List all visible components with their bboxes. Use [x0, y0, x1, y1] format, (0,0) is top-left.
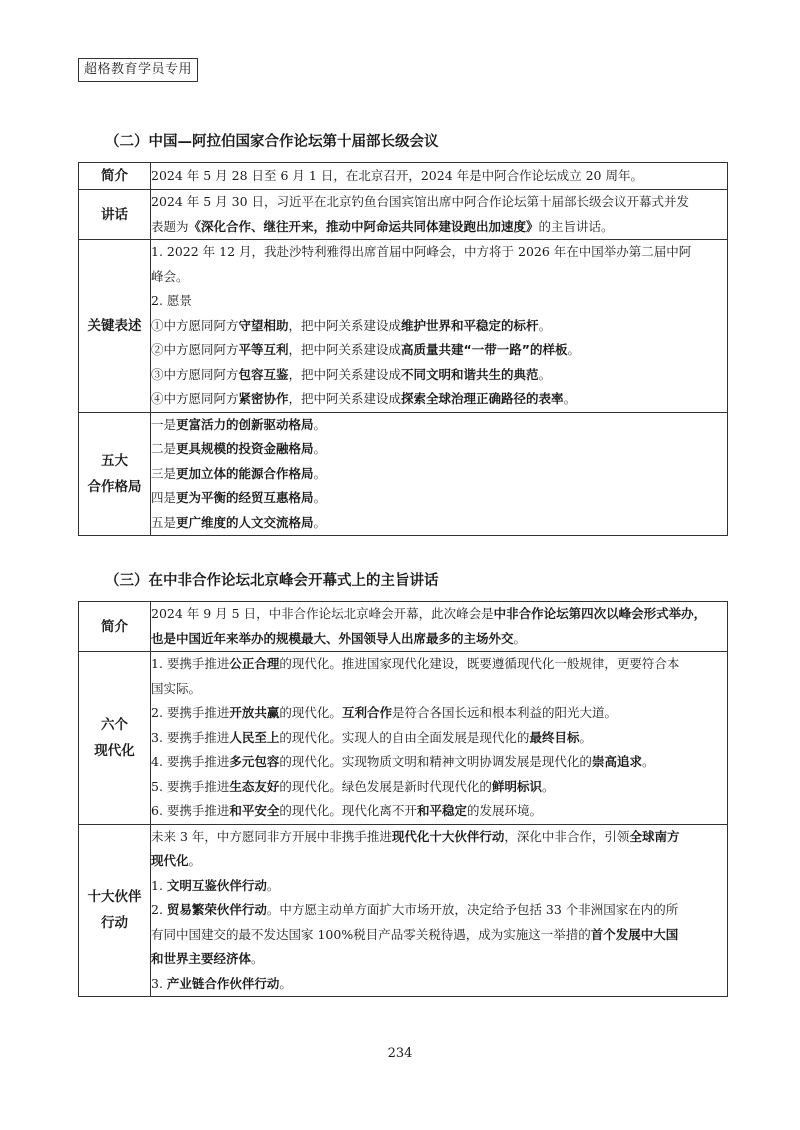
emphasis-text: 守望相助 [238, 317, 289, 333]
emphasis-text: 开放共赢 [229, 705, 280, 720]
body-text: ，把中阿关系建设成 [288, 366, 402, 382]
body-text: ，把中阿关系建设成 [288, 317, 402, 333]
emphasis-text: 不同文明和谐共生的典范 [401, 366, 539, 382]
content-line [151, 750, 727, 775]
body-text: 。 [313, 514, 327, 530]
content-line [151, 289, 727, 314]
body-text: 的主旨讲话。 [538, 218, 614, 234]
content-line [151, 462, 727, 487]
content-line [151, 677, 727, 702]
row-content [151, 240, 728, 413]
content-line [151, 265, 727, 290]
row-label [79, 824, 151, 997]
body-text: 5. 要携手推进 [151, 778, 230, 794]
content-line [151, 775, 727, 800]
body-text: 2. 愿景 [151, 293, 192, 308]
emphasis-text: 人民至上 [229, 729, 280, 745]
body-text: 。 [567, 342, 580, 357]
emphasis-text: 紧密协作 [238, 391, 289, 406]
body-text: 有同中国建交的最不发达国家 100%税目产品零关税待遇，成为实施这一举措的 [151, 926, 591, 942]
body-text: 。 [313, 416, 327, 432]
body-text: 的现代化。现代化离不开 [279, 803, 417, 818]
emphasis-text: 包容互鉴 [238, 366, 289, 382]
content-line [151, 898, 727, 923]
emphasis-text: 最终目标 [529, 729, 580, 745]
body-text: 的发展环境。 [466, 803, 542, 818]
content-line [151, 511, 727, 536]
row-label [79, 412, 151, 536]
body-text: 的现代化。推进国家现代化建设，既要遵循现代化一般规律，更要符合本 [279, 656, 680, 671]
table-row [79, 652, 728, 825]
body-text: 是符合各国长远和根本利益的阳光大道。 [391, 705, 617, 720]
body-text: 二是 [151, 441, 177, 456]
body-text: 2024 年 9 月 5 日，中非合作论坛北京峰会开幕，此次峰会是 [151, 606, 494, 621]
row-content [151, 190, 728, 240]
body-text: 。 [538, 317, 552, 333]
body-text: 。 [538, 366, 552, 382]
content-line [151, 387, 727, 412]
content-line [151, 215, 727, 240]
emphasis-text: 《深化合作、继往开来，推动中阿命运共同体建设跑出加速度》 [188, 218, 539, 234]
emphasis-text: 平等互利 [238, 342, 289, 357]
content-line [151, 190, 727, 215]
body-text: 未来 3 年，中方愿同非方开展中非携手推进 [151, 828, 392, 844]
content-line [151, 486, 727, 511]
table-row [79, 824, 728, 997]
emphasis-text: 产业链合作伙伴行动 [166, 975, 280, 991]
body-text: 国实际。 [151, 680, 202, 696]
body-text: 表题为 [151, 218, 189, 234]
body-text: 2. 要携手推进 [151, 705, 230, 720]
row-label-line: 简介 [101, 618, 128, 635]
body-text: 4. 要携手推进 [151, 754, 230, 769]
body-text: ，深化中非合作，引领 [504, 828, 630, 844]
body-text: 的现代化。 [279, 705, 342, 720]
body-text: ，把中阿关系建设成 [288, 342, 402, 357]
row-label-line: 关键表述 [87, 317, 142, 334]
content-line [151, 338, 727, 363]
emphasis-text: 更富活力的创新驱动格局 [176, 416, 314, 432]
body-text: ③中方愿同阿方 [151, 366, 239, 382]
table-row [79, 163, 728, 190]
body-text: 。 [279, 975, 292, 991]
body-text: 。 [563, 391, 577, 406]
emphasis-text: 中非合作论坛第四次以峰会形式举办， [493, 606, 707, 621]
emphasis-text: 和世界主要经济体 [151, 951, 252, 966]
content-line [151, 437, 727, 462]
emphasis-text: 崇高追求 [591, 754, 642, 769]
emphasis-text: 互利合作 [341, 705, 392, 720]
row-label [79, 652, 151, 825]
row-label-line: 六个 [101, 716, 128, 733]
row-label [79, 602, 151, 652]
body-text: 。 [251, 951, 264, 966]
emphasis-text: 更为平衡的经贸互惠格局 [176, 490, 314, 505]
emphasis-text: 首个发展中大国 [590, 926, 679, 942]
body-text: 。 [313, 490, 327, 505]
content-line [151, 849, 727, 874]
content-line [151, 701, 727, 726]
emphasis-text: 全球南方 [629, 828, 680, 844]
table-row [79, 412, 728, 536]
body-text: 五是 [151, 514, 177, 530]
content-line [151, 314, 727, 339]
emphasis-text: 探索全球治理正确路径的表率 [401, 391, 564, 406]
body-text: 。 [313, 465, 327, 481]
row-content [151, 652, 728, 825]
content-line [151, 947, 727, 972]
body-text: 。 [313, 441, 327, 456]
row-label-line: 五大 [101, 452, 128, 469]
emphasis-text: 高质量共建“一带一路”的样板 [401, 342, 568, 357]
table-row [79, 240, 728, 413]
content-line [151, 164, 727, 189]
row-label-line: 合作格局 [87, 478, 142, 495]
row-label-line: 现代化 [94, 742, 135, 759]
body-text: 。 [188, 853, 202, 868]
body-text: ，把中阿关系建设成 [288, 391, 402, 406]
emphasis-text: 多元包容 [229, 754, 280, 769]
body-text: 。 [541, 778, 555, 794]
content-line [151, 627, 727, 652]
emphasis-text: 公正合理 [229, 656, 280, 671]
content-line [151, 363, 727, 388]
content-line [151, 923, 727, 948]
content-line [151, 874, 727, 899]
content-line [151, 652, 727, 677]
body-text: 峰会。 [151, 268, 189, 284]
emphasis-text: 现代化 [151, 853, 189, 868]
row-label [79, 240, 151, 413]
emphasis-text: 更加立体的能源合作格局 [176, 465, 314, 481]
body-text: 1. [151, 877, 167, 893]
body-text: 。 [266, 877, 280, 893]
emphasis-text: 更具规模的投资金融格局 [176, 441, 314, 456]
body-text: 3. [151, 975, 167, 991]
body-text: 1. 2022 年 12 月，我赴沙特利雅得出席首届中阿峰会，中方将于 2026 年在中国举办第二届中阿 [151, 244, 692, 259]
content-line [151, 799, 727, 824]
content-line [151, 726, 727, 751]
section-title-china-arab-forum: （二）中国—阿拉伯国家合作论坛第十届部长级会议 [105, 133, 439, 150]
content-line [151, 413, 727, 438]
body-text: ②中方愿同阿方 [151, 342, 239, 357]
body-text: 的现代化。绿色发展是新时代现代化的 [279, 778, 492, 794]
body-text: 1. 要携手推进 [151, 656, 230, 671]
watermark-tag: 超格教育学员专用 [78, 58, 198, 82]
row-label [79, 163, 151, 190]
content-line [151, 602, 727, 627]
body-text: 2. [151, 902, 167, 917]
emphasis-text: 更广维度的人文交流格局 [176, 514, 314, 530]
china-arab-forum-table [78, 162, 728, 536]
body-text: 。 [513, 630, 527, 646]
emphasis-text: 贸易繁荣伙伴行动 [166, 902, 267, 917]
emphasis-text: 鲜明标识 [491, 778, 542, 794]
row-content [151, 412, 728, 536]
content-line [151, 240, 727, 265]
row-content [151, 602, 728, 652]
emphasis-text: 和平稳定 [416, 803, 467, 818]
body-text: 。 [641, 754, 655, 769]
row-label-line: 行动 [101, 915, 128, 932]
emphasis-text: 和平安全 [229, 803, 280, 818]
body-text: 三是 [151, 465, 177, 481]
emphasis-text: 维护世界和平稳定的标杆 [401, 317, 539, 333]
body-text: ①中方愿同阿方 [151, 317, 239, 333]
content-line [151, 825, 727, 850]
body-text: 的现代化。实现人的自由全面发展是现代化的 [279, 729, 530, 745]
body-text: 3. 要携手推进 [151, 729, 230, 745]
body-text: 。 [579, 729, 592, 745]
emphasis-text: 文明互鉴伙伴行动 [166, 877, 267, 893]
body-text: 。中方愿主动单方面扩大市场开放，决定给予包括 33 个非洲国家在内的所 [266, 902, 679, 917]
body-text: 2024 年 5 月 28 日至 6 月 1 日，在北京召开，2024 年是中阿合作论坛成立 20 周年。 [151, 167, 643, 183]
table-row [79, 190, 728, 240]
row-content [151, 163, 728, 190]
emphasis-text: 也是中国近年来举办的规模最大、外国领导人出席最多的主场外交 [151, 630, 514, 646]
body-text: 的现代化。实现物质文明和精神文明协调发展是现代化的 [279, 754, 592, 769]
body-text: ④中方愿同阿方 [151, 391, 239, 406]
emphasis-text: 生态友好 [229, 778, 280, 794]
content-line [151, 972, 727, 997]
body-text: 2024 年 5 月 30 日，习近平在北京钓鱼台国宾馆出席中阿合作论坛第十届部长级会议开幕式并发 [151, 194, 690, 209]
body-text: 一是 [151, 416, 177, 432]
row-content [151, 824, 728, 997]
body-text: 6. 要携手推进 [151, 803, 230, 818]
body-text: 四是 [151, 490, 177, 505]
section-title-china-africa-summit: （三）在中非合作论坛北京峰会开幕式上的主旨讲话 [105, 572, 439, 589]
emphasis-text: 现代化十大伙伴行动 [391, 828, 505, 844]
row-label-line: 简介 [101, 168, 128, 184]
row-label-line: 十大伙伴 [87, 889, 142, 906]
row-label-line: 讲话 [101, 206, 128, 223]
table-row [79, 602, 728, 652]
row-label [79, 190, 151, 240]
china-africa-summit-table [78, 601, 728, 997]
page-number: 234 [387, 1046, 413, 1061]
